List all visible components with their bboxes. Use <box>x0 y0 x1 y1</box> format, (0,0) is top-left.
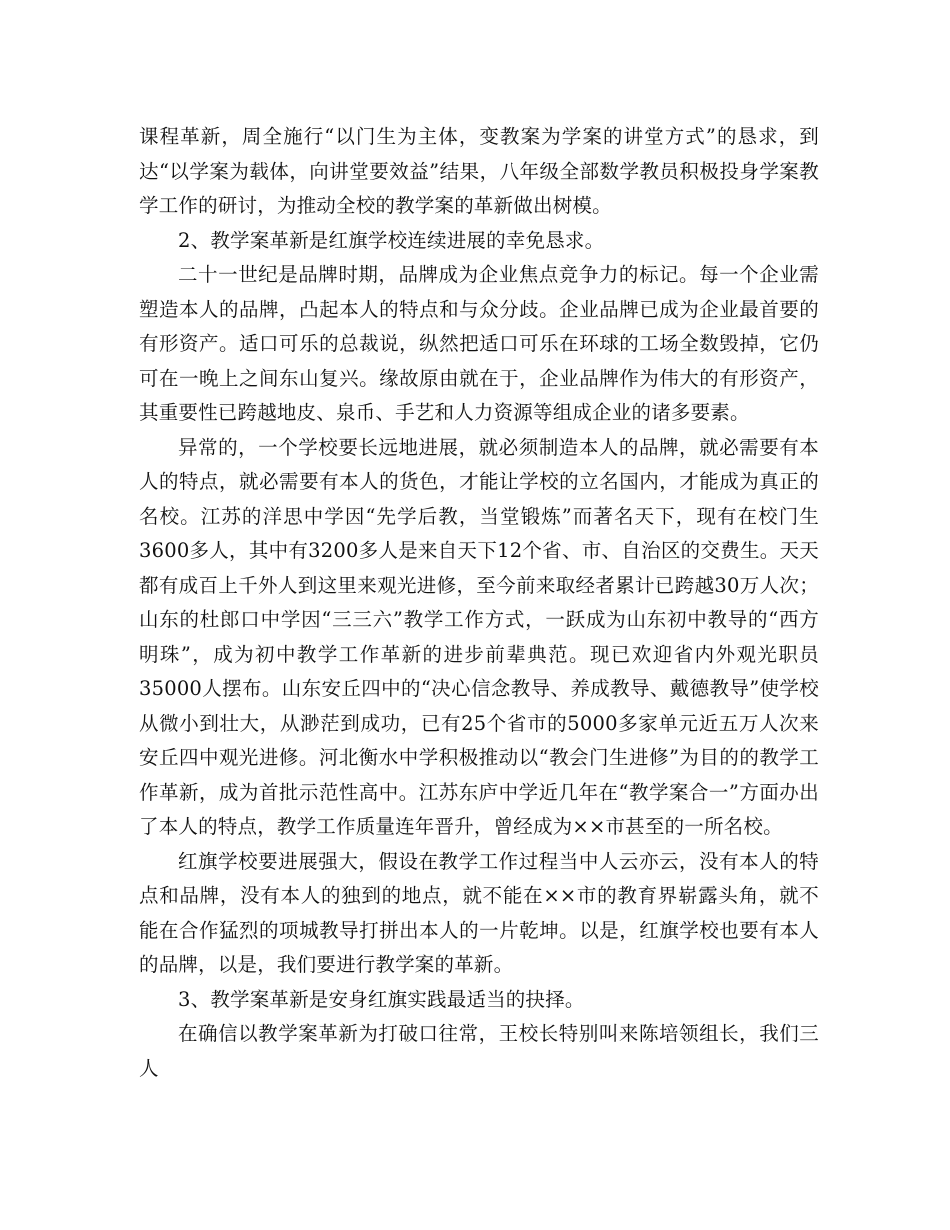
section-heading-2: 2、教学案革新是红旗学校连续进展的幸免恳求。 <box>178 228 605 252</box>
section-heading-3: 3、教学案革新是安身红旗实践最适当的抉择。 <box>178 987 585 1011</box>
paragraph-brand-era: 二十一世纪是品牌时期，品牌成为企业焦点竞争力的标记。每一个企业需塑造本人的品牌，凸起本人的特点和与众分歧。企业品牌已成为企业最首要的有形资产。适口可乐的总裁说，纵然把适口可乐在环球的工场全数毁掉，它仍可在一晚上之间东山复兴。缘故原由就在于，企业品牌作为伟大的有形资产，其重要性已跨越地皮、泉币、手艺和人力资源等组成企业的诸多要素。 <box>139 263 819 424</box>
paragraph-continuation: 课程革新，周全施行“以门生为主体，变教案为学案的讲堂方式”的恳求，到达“以学案为载体，向讲堂要效益”结果，八年级全部数学教员积极投身学案教学工作的研讨，为推动全校的教学案的革新做出树模。 <box>139 125 819 217</box>
paragraph-hongqi-brand: 红旗学校要进展强大，假设在教学工作过程当中人云亦云，没有本人的特点和品牌，没有本人的独到的地点，就不能在××市的教育界崭露头角，就不能在合作猛烈的项城教导打拼出本人的一片乾坤。以是，红旗学校也要有本人的品牌，以是，我们要进行教学案的革新。 <box>139 849 819 976</box>
paragraph-decision: 在确信以教学案革新为打破口往常，王校长特别叫来陈培领组长，我们三人 <box>139 1022 819 1080</box>
paragraph-school-examples: 异常的，一个学校要长远地进展，就必须制造本人的品牌，就必需要有本人的特点，就必需要有本人的货色，才能让学校的立名国内，才能成为真正的名校。江苏的洋思中学因“先学后教，当堂锻炼”而著名天下，现有在校门生3600多人，其中有3200多人是来自天下12个省、市、自治区的交费生。天天都有成百上千外人到这里来观光进修，至今前来取经者累计已跨越30万人次；山东的杜郎口中学因“三三六”教学工作方式，一跃成为山东初中教导的“西方明珠”，成为初中教学工作革新的进步前辈典范。现已欢迎省内外观光职员35000人摆布。山东安丘四中的“决心信念教导、养成教导、戴德教导”使学校从微小到壮大，从渺茫到成功，已有25个省市的5000多家单元近五万人次来安丘四中观光进修。河北衡水中学积极推动以“教会门生进修”为目的的教学工作革新，成为首批示范性高中。江苏东庐中学近几年在“教学案合一”方面办出了本人的特点，教学工作质量连年晋升，曾经成为××市甚至的一所名校。 <box>139 435 819 838</box>
document-body <box>139 120 819 1086</box>
